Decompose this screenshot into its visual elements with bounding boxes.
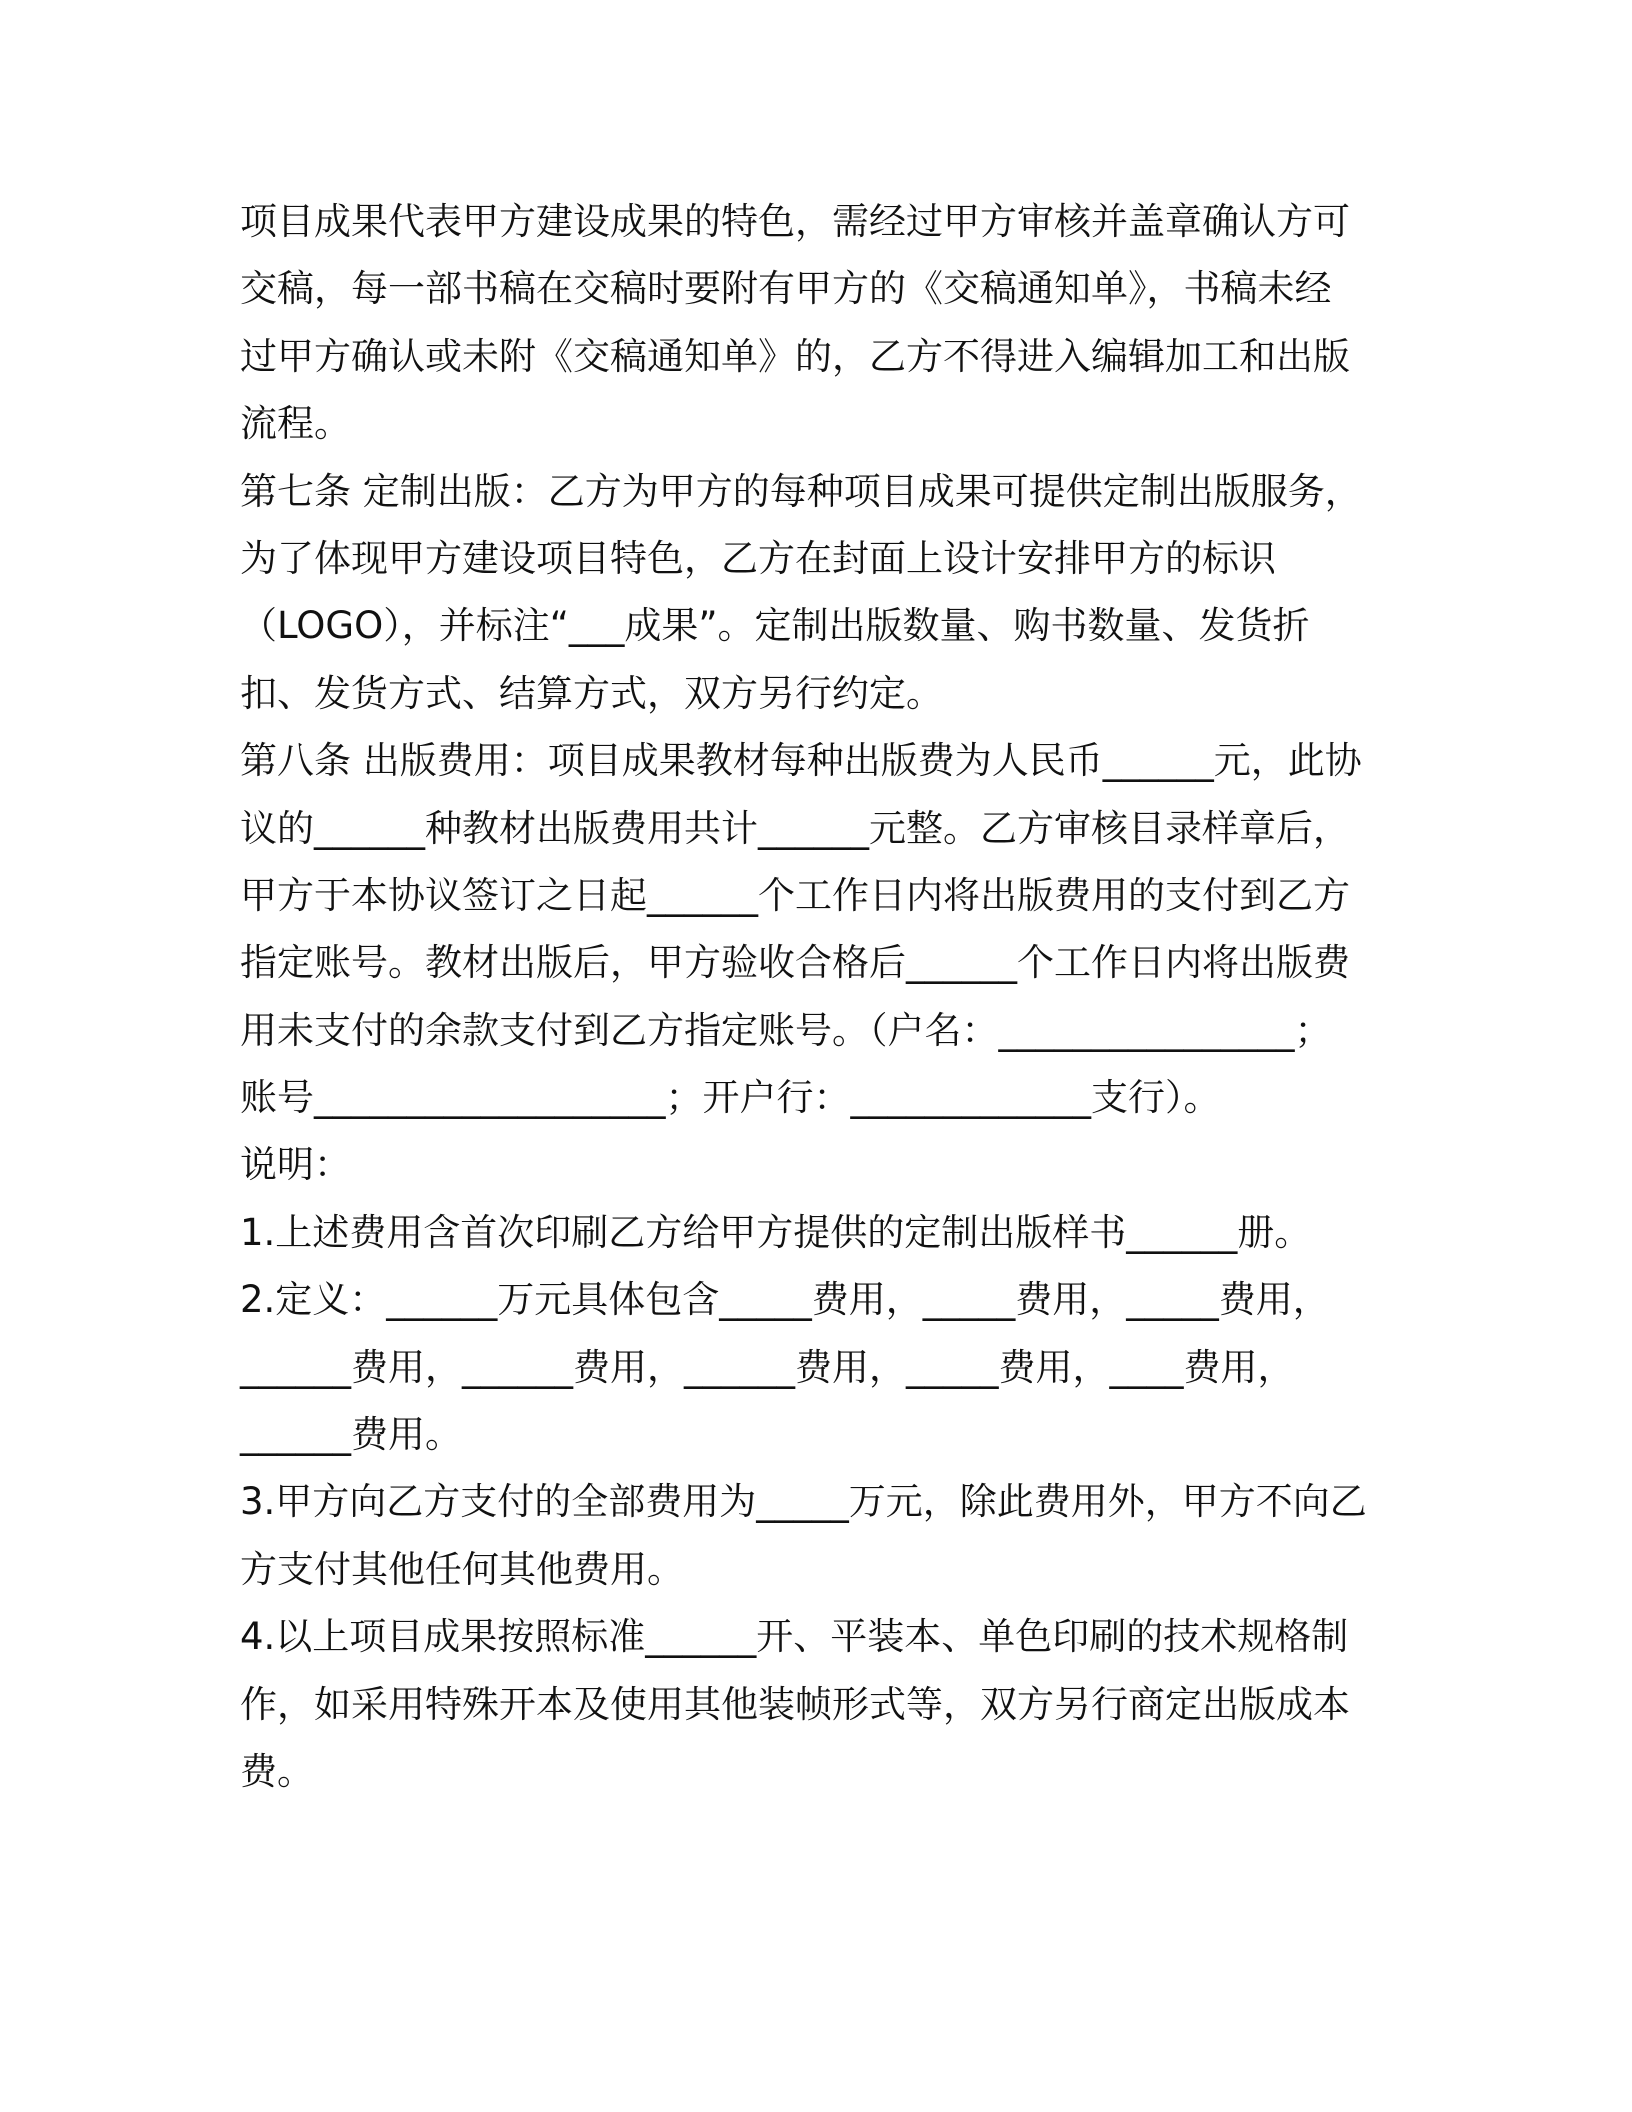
text-line: 账号___________________；开户行：_____________支行）。 <box>240 1076 1221 1120</box>
document-body <box>240 188 1390 1805</box>
text-line: 指定账号。教材出版后，甲方验收合格后______个工作日内将出版费 <box>240 941 1350 985</box>
text-line: 扣、发货方式、结算方式，双方另行约定。 <box>240 671 943 715</box>
text-line: 甲方于本协议签订之日起______个工作日内将出版费用的支付到乙方 <box>240 873 1350 917</box>
text-line: 为了体现甲方建设项目特色，乙方在封面上设计安排甲方的标识 <box>240 536 1276 580</box>
article-7-heading-line: 第七条 定制出版：乙方为甲方的每种项目成果可提供定制出版服务， <box>240 469 1362 513</box>
text-line: 费。 <box>240 1749 314 1793</box>
article-8-heading-line: 第八条 出版费用：项目成果教材每种出版费为人民币______元，此协 <box>240 739 1362 783</box>
text-line: （LOGO），并标注“___成果”。定制出版数量、购书数量、发货折 <box>240 604 1310 648</box>
text-line: 用未支付的余款支付到乙方指定账号。（户名：________________； <box>240 1008 1332 1052</box>
text-line: ______费用。 <box>240 1413 462 1457</box>
text-line: 议的______种教材出版费用共计______元整。乙方审核目录样章后， <box>240 806 1350 850</box>
text-line: ______费用，______费用，______费用，_____费用，____费用， <box>240 1345 1295 1389</box>
note-item-4: 4.以上项目成果按照标准______开、平装本、单色印刷的技术规格制 <box>240 1615 1349 1659</box>
text-line: 作，如采用特殊开本及使用其他装帧形式等，双方另行商定出版成本 <box>240 1682 1350 1726</box>
text-line: 交稿，每一部书稿在交稿时要附有甲方的《交稿通知单》，书稿未经 <box>240 267 1332 311</box>
text-line: 项目成果代表甲方建设成果的特色，需经过甲方审核并盖章确认方可 <box>240 200 1350 243</box>
text-line: 流程。 <box>240 402 351 446</box>
note-item-2: 2.定义：______万元具体包含_____费用，_____费用，_____费用， <box>240 1278 1330 1322</box>
note-item-3: 3.甲方向乙方支付的全部费用为_____万元，除此费用外，甲方不向乙 <box>240 1480 1367 1524</box>
text-line: 过甲方确认或未附《交稿通知单》的，乙方不得进入编辑加工和出版 <box>240 334 1350 378</box>
text-line: 方支付其他任何其他费用。 <box>240 1547 684 1591</box>
note-item-1: 1.上述费用含首次印刷乙方给甲方提供的定制出版样书______册。 <box>240 1210 1312 1254</box>
notes-heading: 说明： <box>240 1143 351 1187</box>
